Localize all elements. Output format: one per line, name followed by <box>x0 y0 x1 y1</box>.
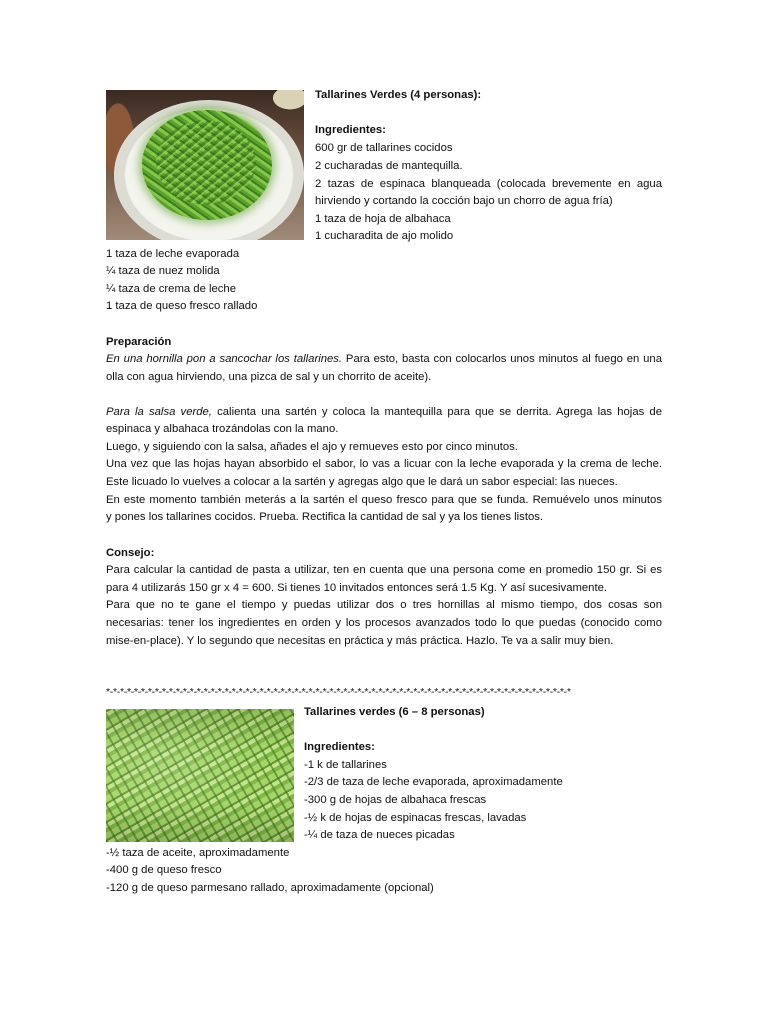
tip-line: mise-en-place). Y lo segundo que necesitas en práctica y más práctica. Hazlo. Te va a salir muy bien. <box>106 635 614 647</box>
ingredient-item: 1 taza de queso fresco rallado <box>106 300 258 312</box>
preparation-paragraph-2 <box>106 404 662 422</box>
ingredient-item: 600 gr de tallarines cocidos <box>315 142 453 154</box>
ingredient-item: -½ k de hojas de espinacas frescas, lavadas <box>304 812 527 824</box>
preparation-line: olla con agua hirviendo, una pizca de sal y un chorrito de aceite). <box>106 371 432 383</box>
ingredient-item: -120 g de queso parmesano rallado, aproximadamente (opcional) <box>106 882 434 894</box>
tip-heading: Consejo: <box>106 547 155 559</box>
ingredient-item: ¼ taza de nuez molida <box>106 265 220 277</box>
ingredient-item: -1 k de tallarines <box>304 759 387 771</box>
prep-text: calienta una sartén y coloca la mantequilla para que se derrita. Agrega las hojas de <box>211 406 662 418</box>
prep-text: Para esto, basta con colocarlos unos minutos al fuego en una <box>342 353 662 365</box>
recipe1-title: Tallarines Verdes (4 personas): <box>315 89 482 101</box>
tip-line: para 4 utilizarás 150 gr x 4 = 600. Si tienes 10 invitados entonces será 1.5 Kg. Y así sucesivamente. <box>106 582 608 594</box>
ingredient-item-continued: hirviendo y cortando la cocción bajo un chorro de agua fría) <box>315 195 613 207</box>
tip-line: necesarias: tener los ingredientes en orden y los procesos avanzados todo lo que puedas (conocido como <box>106 617 662 629</box>
preparation-line: y pones los tallarines cocidos. Prueba. Rectifica la cantidad de sal y ya los tienes listos. <box>106 511 544 523</box>
ingredient-item: -¼ de taza de nueces picadas <box>304 829 455 841</box>
ingredient-item: ¼ taza de crema de leche <box>106 283 236 295</box>
separator-line: *-*-*-*-*-*-*-*-*-*-*-*-*-*-*-*-*-*-*-*-*-*-*-*-*-*-*-*-*-*-*-*-*-*-*-*-*-*-*-*-*-*-*-*-*-*-*-*-*-*-*-*-*-*-*-*-*-*-*-*-*-*-*-*-*-*-* <box>106 686 571 698</box>
ingredient-item: -400 g de queso fresco <box>106 864 222 876</box>
recipe2-ingredients-heading: Ingredientes: <box>304 741 375 753</box>
ingredient-item: -300 g de hojas de albahaca frescas <box>304 794 487 806</box>
photo-shading <box>106 709 294 842</box>
ingredient-item: 1 cucharadita de ajo molido <box>315 230 454 242</box>
preparation-line: Una vez que las hojas hayan absorbido el sabor, lo vas a licuar con la leche evaporada y la crema de leche. <box>106 458 662 470</box>
ingredient-item: -2/3 de taza de leche evaporada, aproximadamente <box>304 776 563 788</box>
ingredient-item: -½ taza de aceite, aproximadamente <box>106 847 290 859</box>
tip-line: Para que no te gane el tiempo y puedas utilizar dos o tres hornillas al mismo tiempo, dos cosas son <box>106 599 662 611</box>
preparation-paragraph-1 <box>106 351 662 369</box>
prep-italic-text: En una hornilla pon a sancochar los tallarines. <box>106 353 343 365</box>
ingredient-item: 1 taza de leche evaporada <box>106 248 240 260</box>
tip-line: Para calcular la cantidad de pasta a utilizar, ten en cuenta que una persona come en promedio 150 gr. Si es <box>106 564 662 576</box>
recipe1-ingredients-heading: Ingredientes: <box>315 124 386 136</box>
preparation-heading: Preparación <box>106 336 172 348</box>
preparation-line: Luego, y siguiendo con la salsa, añades el ajo y remueves esto por cinco minutos. <box>106 441 518 453</box>
preparation-line: Este licuado lo vuelves a colocar a la sartén y agregas algo que le dará un sabor especial: las nueces. <box>106 476 618 488</box>
ingredient-item: 1 taza de hoja de albahaca <box>315 213 451 225</box>
green-noodles-photo <box>106 90 304 240</box>
green-fettuccine-photo <box>106 709 294 842</box>
preparation-line: En este momento también meterás a la sartén el queso fresco para que se funda. Remuévelo unos minutos <box>106 494 662 506</box>
pasta-texture <box>156 120 256 205</box>
prep-italic-text: Para la salsa verde, <box>106 406 212 418</box>
preparation-line: espinaca y albahaca trozándolas con la mano. <box>106 423 339 435</box>
recipe2-title: Tallarines verdes (6 – 8 personas) <box>304 706 485 718</box>
ingredient-item: 2 tazas de espinaca blanqueada (colocada brevemente en agua <box>315 178 662 190</box>
ingredient-item: 2 cucharadas de mantequilla. <box>315 160 463 172</box>
